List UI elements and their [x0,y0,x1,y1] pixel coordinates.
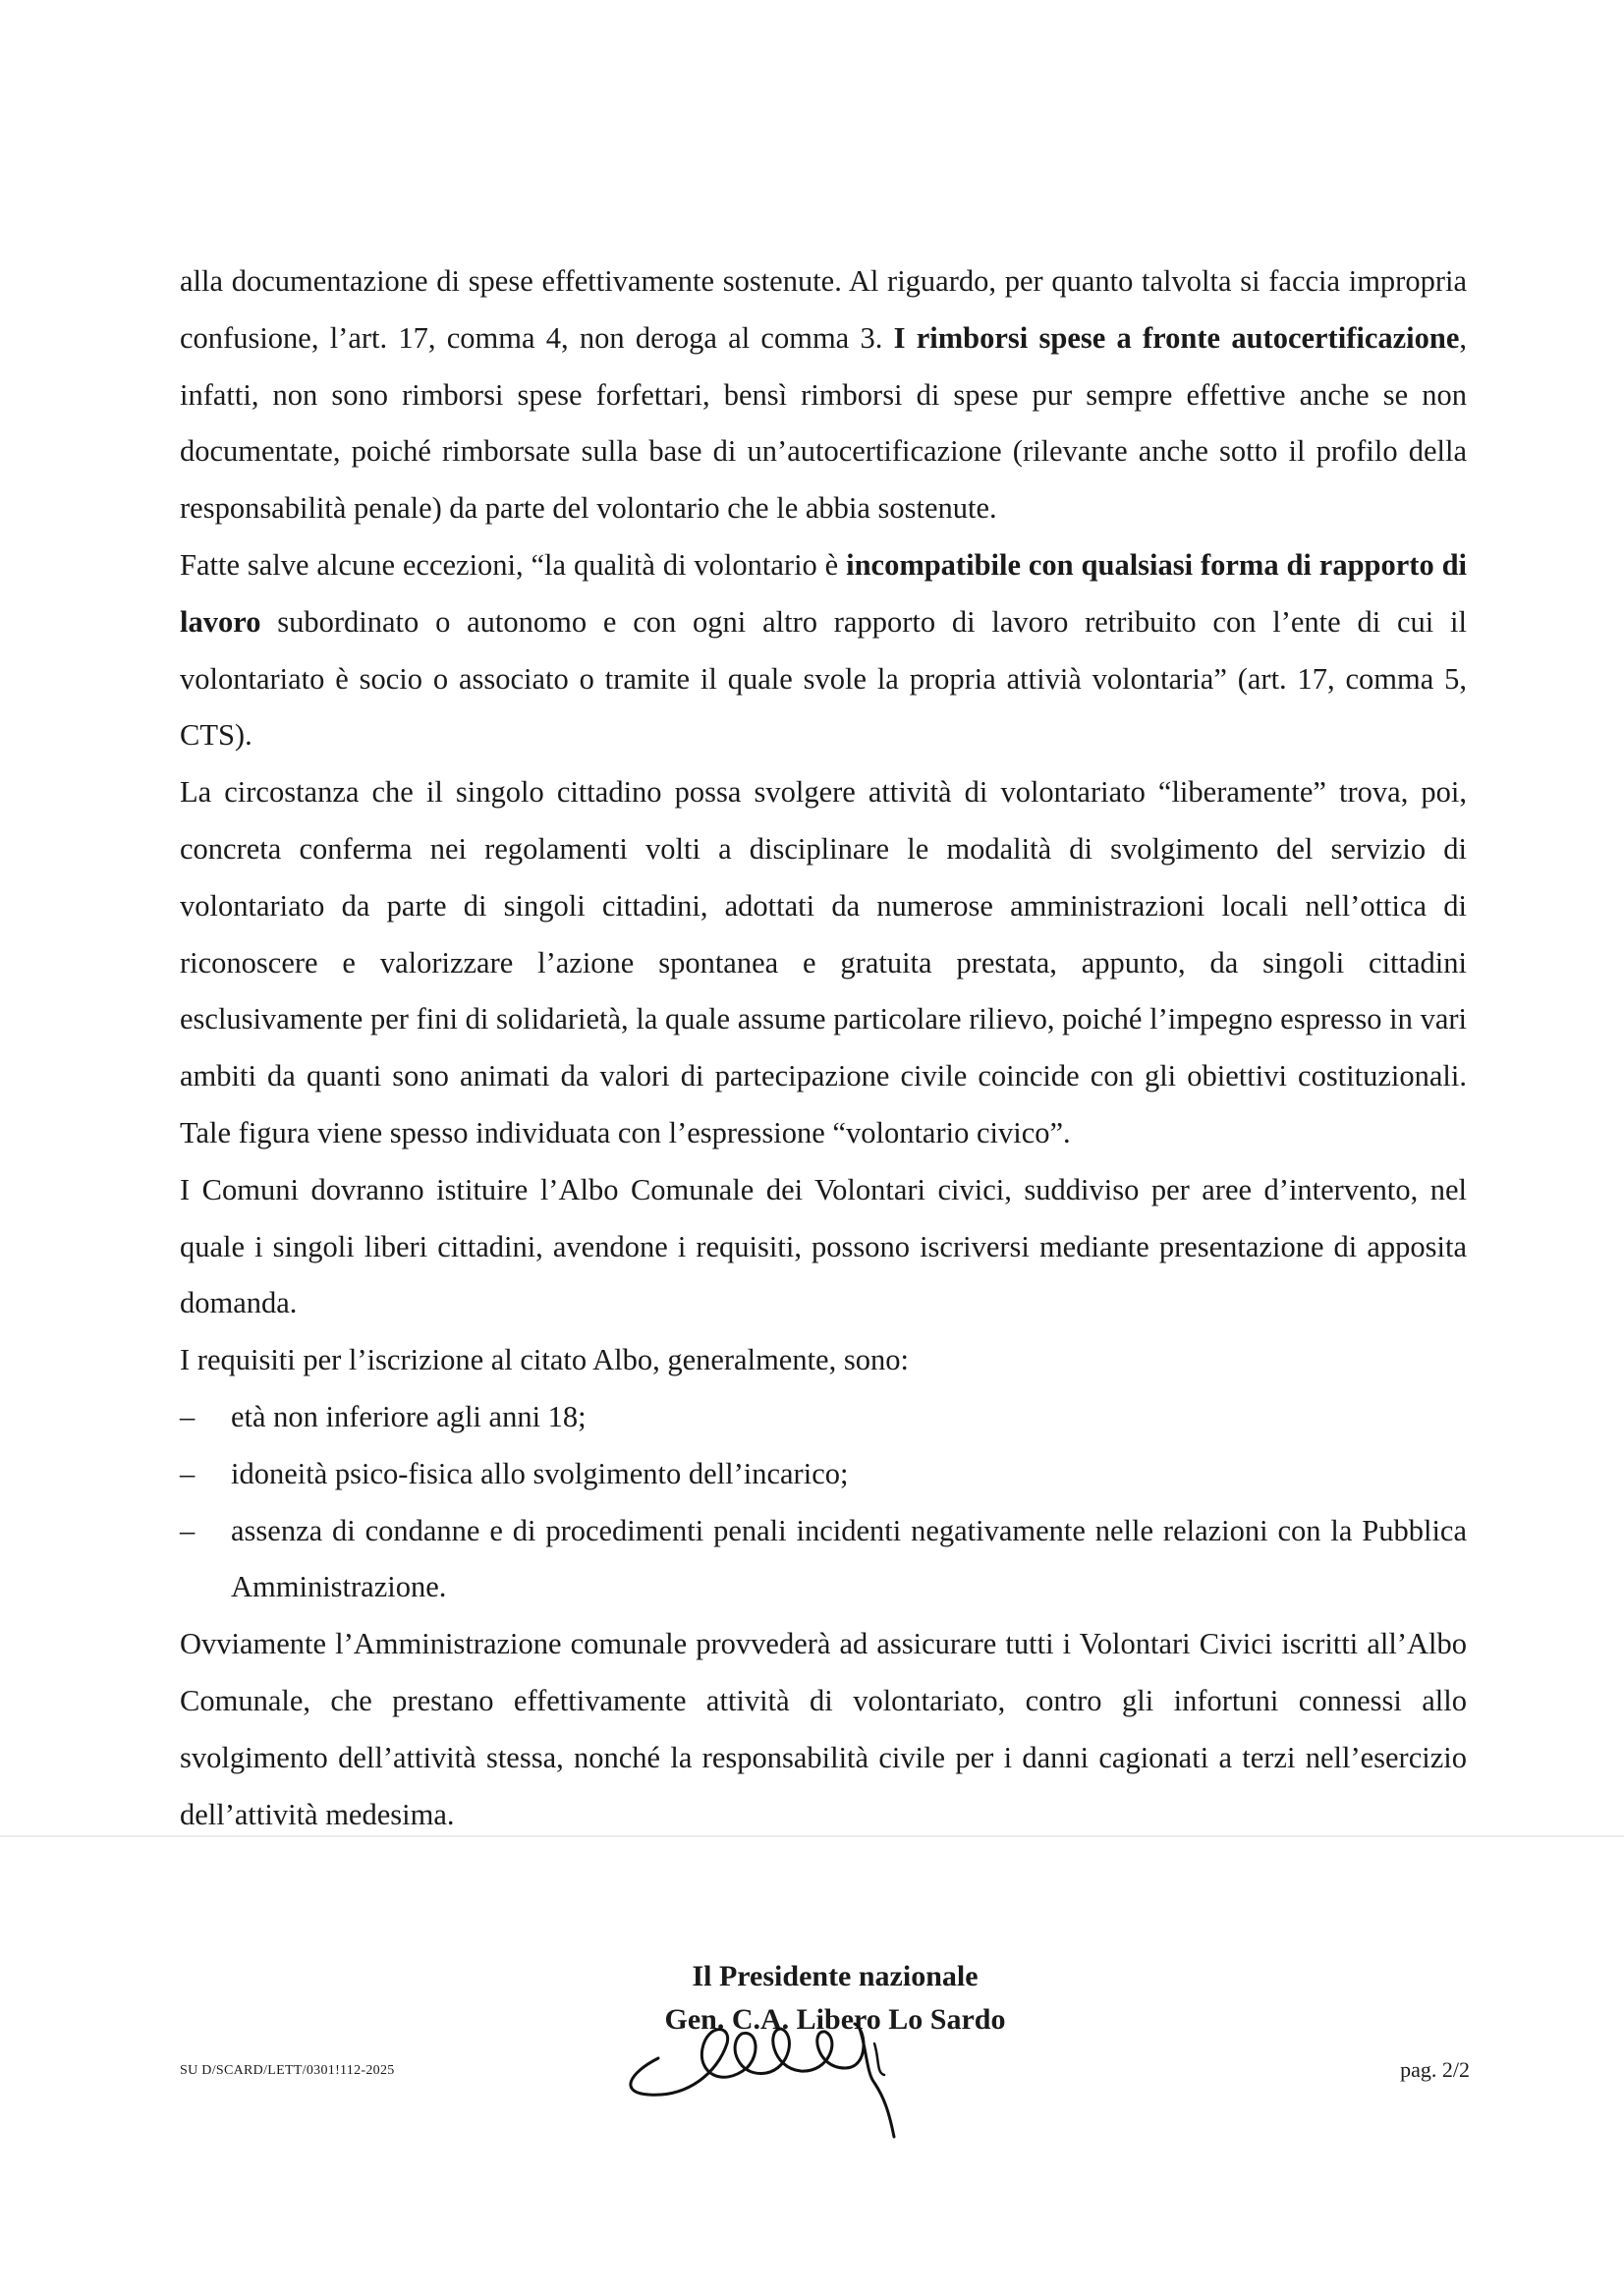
requirements-list [180,1389,1467,1616]
list-item: – età non inferiore agli anni 18; [180,1389,1467,1446]
list-item: – idoneità psico-fisica allo svolgimento dell’incarico; [180,1446,1467,1503]
list-dash: – [180,1399,196,1433]
signatory-name: Gen. C.A. Libero Lo Sardo [664,2003,1006,2036]
list-dash: – [180,1513,196,1547]
paragraph-expense-reimbursement: alla documentazione di spese effettivamente sostenute. Al riguardo, per quanto talvolta si faccia impropria confusione, l’art. 17, comma 4, non deroga al comma 3. I rimborsi spese a fronte autocertificazione, infatti, non sono rimborsi spese forfettari, bensì rimborsi di spese pur sempre effettive anche se non documentate, poiché rimborsate sulla base di un’autocertificazione (rilevante anche sotto il profilo della responsabilità penale) da parte del volontario che le abbia sostenute. [180,264,1467,526]
bold-reimbursement-phrase: I rimborsi spese a fronte autocertificazione [893,320,1460,355]
handwritten-signature [609,1975,1002,2142]
bold-incompatibility-phrase: incompatibile con qualsiasi forma di rapporto di lavoro [180,547,1468,639]
paragraph-incompatibility: Fatte salve alcune eccezioni, “la qualità di volontario è incompatibile con qualsiasi forma di rapporto di lavoro subordinato o autonomo e con ogni altro rapporto di lavoro retribuito con l’ente di cui il volontariato è socio o associato o tramite il quale svole la propria attivià volontaria” (art. 17, comma 5, CTS). [180,547,1468,753]
page-number: pag. 2/2 [1400,2057,1470,2082]
letter-body [180,253,1467,1843]
scan-artifact-line [0,1835,1624,1837]
signatory-role: Il Presidente nazionale [692,1960,979,1992]
protocol-reference: SU D/SCARD/LETT/0301!112-2025 [180,2063,395,2078]
paragraph-requirements-intro: I requisiti per l’iscrizione al citato Albo, generalmente, sono: [180,1343,909,1377]
paragraph-insurance: Ovviamente l’Amministrazione comunale provvederà ad assicurare tutti i Volontari Civici iscritti all’Albo Comunale, che prestano effettivamente attività di volontariato, contro gli infortuni connessi allo svolgimento dell’attività stessa, nonché la responsabilità civile per i danni cagionati a terzi nell’esercizio dell’attività medesima. [180,1627,1467,1831]
list-item: – assenza di condanne e di procedimenti penali incidenti negativamente nelle relazioni con la Pubblica Amministrazione. [180,1503,1467,1617]
paragraph-municipal-register: I Comuni dovranno istituire l’Albo Comunale dei Volontari civici, suddiviso per aree d’intervento, nel quale i singoli liberi cittadini, avendone i requisiti, possono iscriversi mediante presentazione di apposita domanda. [180,1172,1467,1320]
paragraph-civic-volunteer: La circostanza che il singolo cittadino possa svolgere attività di volontariato “liberamente” trova, poi, concreta conferma nei regolamenti volti a disciplinare le modalità di svolgimento del servizio di volontariato da parte di singoli cittadini, adottati da numerose amministrazioni locali nell’ottica di riconoscere e valorizzare l’azione spontanea e gratuita prestata, appunto, da singoli cittadini esclusivamente per fini di solidarietà, la quale assume particolare rilievo, poiché l’impegno espresso in vari ambiti da quanti sono animati da valori di partecipazione civile coincide con gli obiettivi costituzionali. Tale figura viene spesso individuata con l’espressione “volontario civico”. [180,775,1467,1149]
list-dash: – [180,1456,196,1490]
